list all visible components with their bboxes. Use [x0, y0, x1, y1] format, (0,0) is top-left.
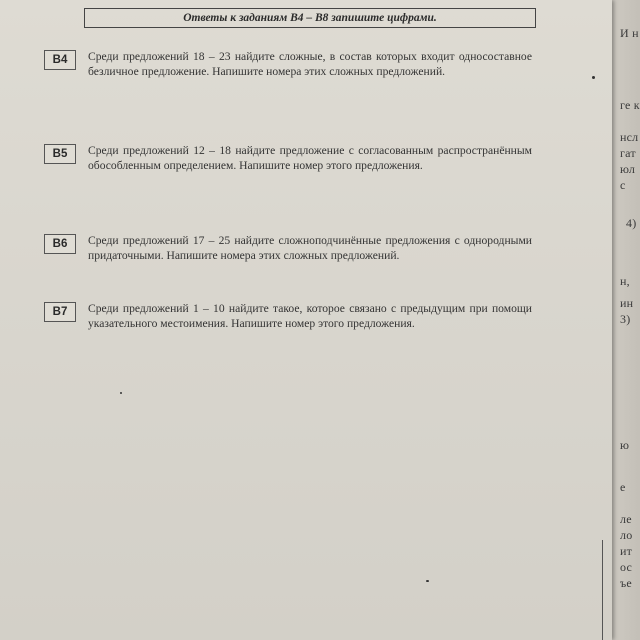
- back-sheet-fragment: ю: [620, 438, 630, 452]
- back-sheet-fragment: ло: [620, 528, 633, 542]
- back-sheet-fragment: ит: [620, 544, 633, 558]
- task-tag: B4: [44, 50, 76, 70]
- instructions-header: [84, 8, 536, 28]
- ink-speck: [120, 392, 122, 394]
- back-sheet-fragment: ъе: [620, 576, 632, 590]
- back-sheet-fragment: юл: [620, 162, 636, 176]
- task-tag: B6: [44, 234, 76, 254]
- back-sheet-fragment: н,: [620, 274, 630, 288]
- task-text: Среди предложений 1 – 10 найдите такое, которое связано с предыдущим при помощи указательного местоимения. Напишите номер этого предложения.: [88, 302, 532, 330]
- back-sheet-fragment: И н: [620, 26, 639, 40]
- back-sheet-fragment: ос: [620, 560, 633, 574]
- back-sheet-fragment: гат: [620, 146, 636, 160]
- back-sheet-fragment: 3): [620, 312, 631, 326]
- task-text: Среди предложений 18 – 23 найдите сложные, в состав которых входит односоставное безличное предложение. Напишите номера этих сложных предложений.: [88, 50, 532, 78]
- back-sheet-fragment: ле: [620, 512, 632, 526]
- ink-speck: [592, 76, 595, 79]
- task-tag: B5: [44, 144, 76, 164]
- back-sheet-fragment: е: [620, 480, 626, 494]
- task-text: Среди предложений 17 – 25 найдите сложноподчинённые предложения с однородными придаточными. Напишите номера этих сложных предложений.: [88, 234, 532, 262]
- back-sheet-fragment: ге к: [620, 98, 640, 112]
- instructions-title: Ответы к заданиям В4 – В8 запишите цифрами.: [183, 12, 437, 24]
- back-sheet-fragment: с: [620, 178, 626, 192]
- back-sheet-fragment: 4): [626, 216, 637, 230]
- page-margin-line: [602, 540, 603, 640]
- back-sheet-fragment: ин: [620, 296, 634, 310]
- back-sheet-fragment: нсл: [620, 130, 639, 144]
- task-tag: B7: [44, 302, 76, 322]
- ink-speck: [426, 580, 429, 582]
- task-text: Среди предложений 12 – 18 найдите предложение с согласованным распространённым обособленным определением. Напишите номер этого предложения.: [88, 144, 532, 172]
